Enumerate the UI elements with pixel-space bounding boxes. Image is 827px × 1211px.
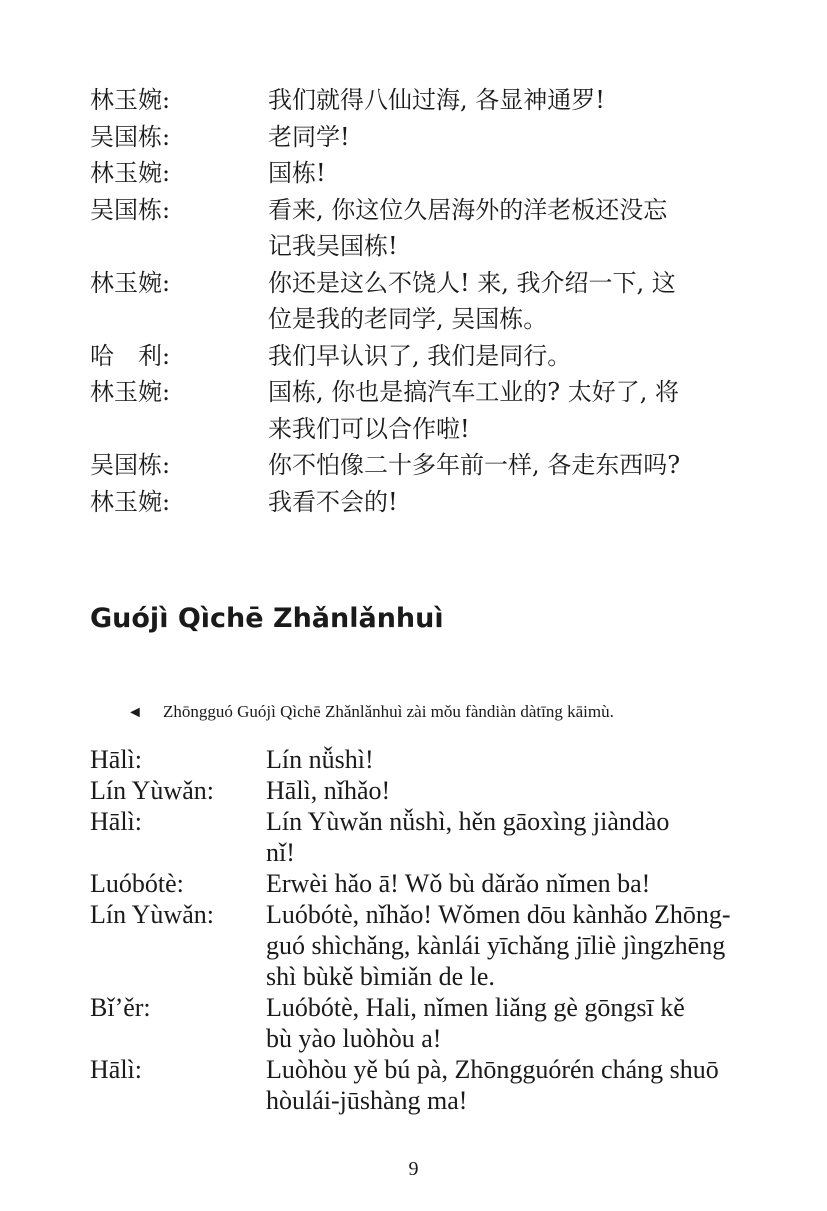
speaker-name: 林玉婉: — [90, 268, 171, 297]
speaker-spacer — [90, 930, 266, 961]
dialogue-continuation — [90, 411, 750, 448]
speaker-name: 林玉婉: — [90, 86, 171, 114]
speaker-name: 吴国栋: — [90, 451, 171, 479]
dialogue-continuation — [90, 837, 750, 868]
speaker-name: Lín Yùwǎn: — [90, 776, 214, 805]
dialogue-text: guó shìchǎng, kànlái yīchǎng jīliè jìngzhēng — [266, 931, 726, 960]
dialogue-line — [90, 265, 750, 302]
speaker-spacer — [90, 228, 268, 265]
section-title: Guójì Qìchē Zhǎnlǎnhuì — [90, 603, 444, 634]
speaker-name: Hālì: — [90, 807, 142, 836]
dialogue-line — [90, 374, 750, 411]
speaker-spacer — [90, 301, 268, 338]
dialogue-continuation — [90, 930, 750, 961]
speaker-name: 林玉婉: — [90, 159, 171, 187]
dialogue-text: Luóbótè, nǐhǎo! Wǒmen dōu kànhǎo Zhōng- — [266, 900, 731, 929]
dialogue-text: Hālì, nǐhǎo! — [266, 776, 391, 805]
speaker-name: Luóbótè: — [90, 869, 184, 898]
dialogue-text: Erwèi hǎo ā! Wǒ bù dǎrǎo nǐmen ba! — [266, 869, 651, 898]
page-number: 9 — [408, 1158, 419, 1180]
dialogue-text: 我看不会的! — [268, 487, 398, 516]
dialogue-text: 你还是这么不饶人! 来, 我介绍一下, 这 — [268, 268, 676, 297]
dialogue-line — [90, 338, 750, 375]
speaker-spacer — [90, 411, 268, 448]
stage-direction-text: Zhōngguó Guójì Qìchē Zhǎnlǎnhuì zài mǒu fàndiàn dàtīng kāimù. — [163, 702, 614, 721]
speaker-name: Hālì: — [90, 1055, 142, 1084]
dialogue-text: Luòhòu yě bú pà, Zhōngguórén cháng shuō — [266, 1055, 719, 1084]
chinese-dialogue — [90, 82, 750, 520]
dialogue-line — [90, 775, 750, 806]
dialogue-line — [90, 868, 750, 899]
dialogue-line — [90, 82, 750, 119]
dialogue-line — [90, 899, 750, 930]
dialogue-line — [90, 447, 750, 484]
dialogue-text: 国栋, 你也是搞汽车工业的? 太好了, 将 — [268, 378, 680, 406]
dialogue-text: 我们就得八仙过海, 各显神通罗! — [268, 86, 605, 114]
dialogue-text: 国栋! — [268, 159, 326, 187]
dialogue-text: 我们早认识了, 我们是同行。 — [268, 341, 572, 370]
dialogue-text: shì bùkě bìmiǎn de le. — [266, 962, 495, 991]
dialogue-text: 看来, 你这位久居海外的洋老板还没忘 — [268, 195, 668, 224]
dialogue-text: 位是我的老同学, 吴国栋。 — [268, 305, 548, 333]
dialogue-continuation — [90, 228, 750, 265]
dialogue-text: 记我吴国栋! — [268, 232, 398, 260]
dialogue-line — [90, 155, 750, 192]
dialogue-line — [90, 1054, 750, 1085]
speaker-name: 哈 利: — [90, 341, 171, 370]
speaker-name: Hālì: — [90, 745, 142, 774]
speaker-name: 吴国栋: — [90, 122, 171, 151]
dialogue-continuation — [90, 961, 750, 992]
stage-direction — [127, 702, 777, 722]
dialogue-line — [90, 119, 750, 156]
dialogue-continuation — [90, 1023, 750, 1054]
left-triangle-icon: ◄ — [127, 704, 143, 721]
dialogue-line — [90, 744, 750, 775]
speaker-name: 林玉婉: — [90, 378, 171, 406]
dialogue-line — [90, 192, 750, 229]
dialogue-text: Luóbótè, Hali, nǐmen liǎng gè gōngsī kě — [266, 993, 685, 1022]
speaker-spacer — [90, 1023, 266, 1054]
dialogue-text: 老同学! — [268, 122, 350, 151]
dialogue-text: 来我们可以合作啦! — [268, 414, 470, 443]
speaker-name: 林玉婉: — [90, 487, 171, 516]
speaker-spacer — [90, 961, 266, 992]
dialogue-line — [90, 806, 750, 837]
dialogue-text: 你不怕像二十多年前一样, 各走东西吗? — [268, 451, 681, 479]
pinyin-dialogue — [90, 744, 750, 1116]
dialogue-continuation — [90, 1085, 750, 1116]
dialogue-text: hòulái-jūshàng ma! — [266, 1086, 468, 1115]
dialogue-text: Lín nǚshì! — [266, 745, 374, 774]
speaker-name: Lín Yùwǎn: — [90, 900, 214, 929]
speaker-spacer — [90, 1085, 266, 1116]
speaker-name: 吴国栋: — [90, 195, 171, 224]
dialogue-continuation — [90, 301, 750, 338]
dialogue-text: bù yào luòhòu a! — [266, 1024, 442, 1053]
speaker-name: Bǐ’ěr: — [90, 993, 151, 1022]
dialogue-line — [90, 992, 750, 1023]
speaker-spacer — [90, 837, 266, 868]
dialogue-line — [90, 484, 750, 521]
dialogue-text: Lín Yùwǎn nǚshì, hěn gāoxìng jiàndào — [266, 807, 670, 836]
dialogue-text: nǐ! — [266, 838, 295, 867]
